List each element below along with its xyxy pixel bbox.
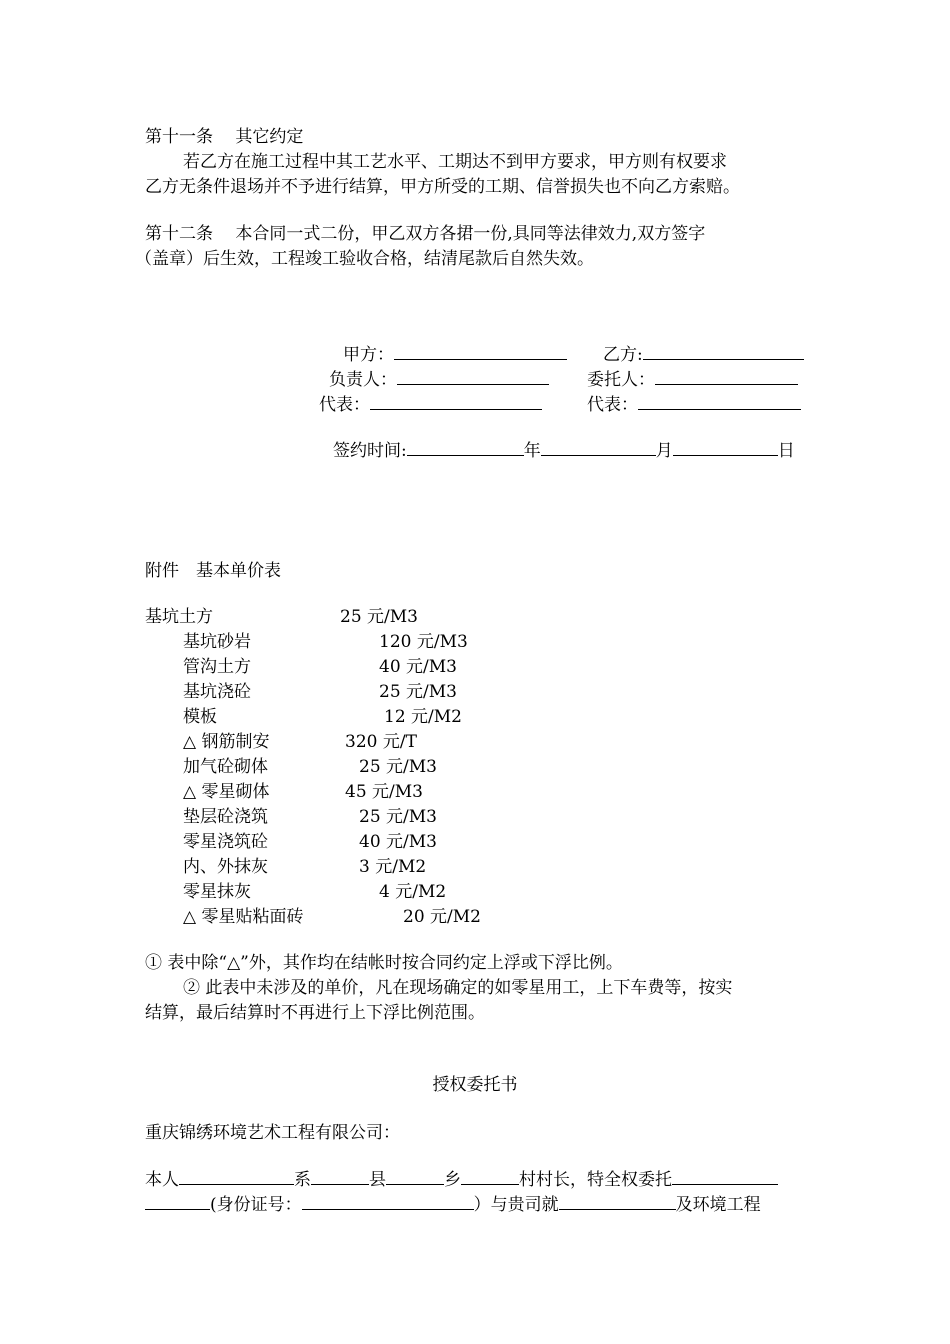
village-blank[interactable] <box>461 1167 519 1185</box>
price-item-value: 25 元/M3 <box>379 682 457 702</box>
appendix-title: 附件 基本单价表 <box>145 561 281 581</box>
responsible-blank[interactable] <box>397 367 549 385</box>
price-item-name: 加气砼砌体 <box>183 757 268 777</box>
price-item-value: 40 元/M3 <box>379 657 457 677</box>
authorization-line-2 <box>145 1192 761 1217</box>
responsible-field <box>329 367 549 392</box>
entrustee-blank[interactable] <box>672 1167 778 1185</box>
party-b-label: 乙方: <box>603 345 643 365</box>
party-a-field <box>343 342 567 367</box>
rep-a-field <box>319 392 542 417</box>
self-label: 本人 <box>145 1170 179 1190</box>
price-item-name: 基坑浇砼 <box>183 682 251 702</box>
appendix-note-1: ① 表中除“△”外，其作均在结帐时按合同约定上浮或下浮比例。 <box>145 953 623 973</box>
price-item-name: 基坑土方 <box>145 607 213 627</box>
entrusted-field <box>587 367 798 392</box>
party-b-blank[interactable] <box>643 342 804 360</box>
party-b-field <box>603 342 804 367</box>
month-blank[interactable] <box>541 438 656 456</box>
town-blank[interactable] <box>386 1167 444 1185</box>
price-item-value: 25 元/M3 <box>359 807 437 827</box>
price-item-value: 45 元/M3 <box>345 782 423 802</box>
entrustee-blank-continued[interactable] <box>145 1192 210 1210</box>
authorization-line-1 <box>145 1167 778 1192</box>
price-item-name: 管沟土方 <box>183 657 251 677</box>
price-item-value: 4 元/M2 <box>379 882 447 902</box>
responsible-label: 负责人： <box>329 370 397 390</box>
day-label: 日 <box>777 441 795 461</box>
price-item-name: 垫层砼浇筑 <box>183 807 268 827</box>
price-item-name: 基坑砂岩 <box>183 632 251 652</box>
price-item-value: 3 元/M2 <box>359 857 427 877</box>
name-blank[interactable] <box>179 1167 294 1185</box>
environment-project-label: 及环境工程 <box>675 1195 761 1215</box>
year-blank[interactable] <box>407 438 524 456</box>
price-item-value: 25 元/M3 <box>340 607 418 627</box>
price-item-name: △ 钢筋制安 <box>183 732 270 752</box>
article-12-line-1: 第十二条 本合同一式二份，甲乙双方各捃一份,具同等法律效力,双方签字 <box>145 224 706 244</box>
authorization-addressee: 重庆锦绣环境艺术工程有限公司： <box>145 1123 400 1143</box>
county-label: 县 <box>369 1170 386 1190</box>
sign-time-field <box>333 438 795 463</box>
rep-a-label: 代表： <box>319 395 370 415</box>
price-item-name: 零星抹灰 <box>183 882 251 902</box>
party-a-label: 甲方： <box>343 345 394 365</box>
article-11-heading: 第十一条 其它约定 <box>145 127 304 147</box>
price-item-name: 内、外抹灰 <box>183 857 268 877</box>
month-label: 月 <box>655 441 673 461</box>
sign-time-label: 签约时间: <box>333 441 407 461</box>
price-item-name: △ 零星贴粘面砖 <box>183 907 304 927</box>
price-item-value: 12 元/M2 <box>384 707 462 727</box>
party-a-blank[interactable] <box>394 342 567 360</box>
project-blank[interactable] <box>559 1192 676 1210</box>
with-company-label: ）与贵司就 <box>473 1195 559 1215</box>
article-11-line-2: 乙方无条件退场并不予进行结算，甲方所受的工期、信誉损失也不向乙方索赔。 <box>145 177 740 197</box>
price-item-value: 25 元/M3 <box>359 757 437 777</box>
id-number-blank[interactable] <box>302 1192 474 1210</box>
of-label: 系 <box>294 1170 311 1190</box>
appendix-note-2-line-1: ② 此表中未涉及的单价，凡在现场确定的如零星用工，上下车费等，按实 <box>183 978 733 998</box>
rep-b-field <box>587 392 801 417</box>
price-item-name: 零星浇筑砼 <box>183 832 268 852</box>
year-label: 年 <box>523 441 541 461</box>
rep-b-label: 代表： <box>587 395 638 415</box>
price-item-value: 320 元/T <box>345 732 417 752</box>
rep-a-blank[interactable] <box>370 392 542 410</box>
appendix-note-2-line-2: 结算，最后结算时不再进行上下浮比例范围。 <box>145 1003 485 1023</box>
rep-b-blank[interactable] <box>638 392 801 410</box>
authorization-title: 授权委托书 <box>432 1075 518 1095</box>
day-blank[interactable] <box>673 438 778 456</box>
entrusted-blank[interactable] <box>655 367 798 385</box>
article-12-line-2: （盖章）后生效，工程竣工验收合格，结清尾款后自然失效。 <box>135 249 594 269</box>
id-label: (身份证号： <box>210 1195 302 1215</box>
price-item-value: 20 元/M2 <box>403 907 481 927</box>
village-label: 村村长，特全权委托 <box>519 1170 672 1190</box>
price-item-name: 模板 <box>183 707 217 727</box>
price-item-value: 40 元/M3 <box>359 832 437 852</box>
town-label: 乡 <box>444 1170 461 1190</box>
price-item-value: 120 元/M3 <box>379 632 468 652</box>
county-blank[interactable] <box>311 1167 369 1185</box>
entrusted-label: 委托人： <box>587 370 655 390</box>
article-11-line-1: 若乙方在施工过程中其工艺水平、工期达不到甲方要求，甲方则有权要求 <box>183 152 727 172</box>
price-item-name: △ 零星砌体 <box>183 782 270 802</box>
